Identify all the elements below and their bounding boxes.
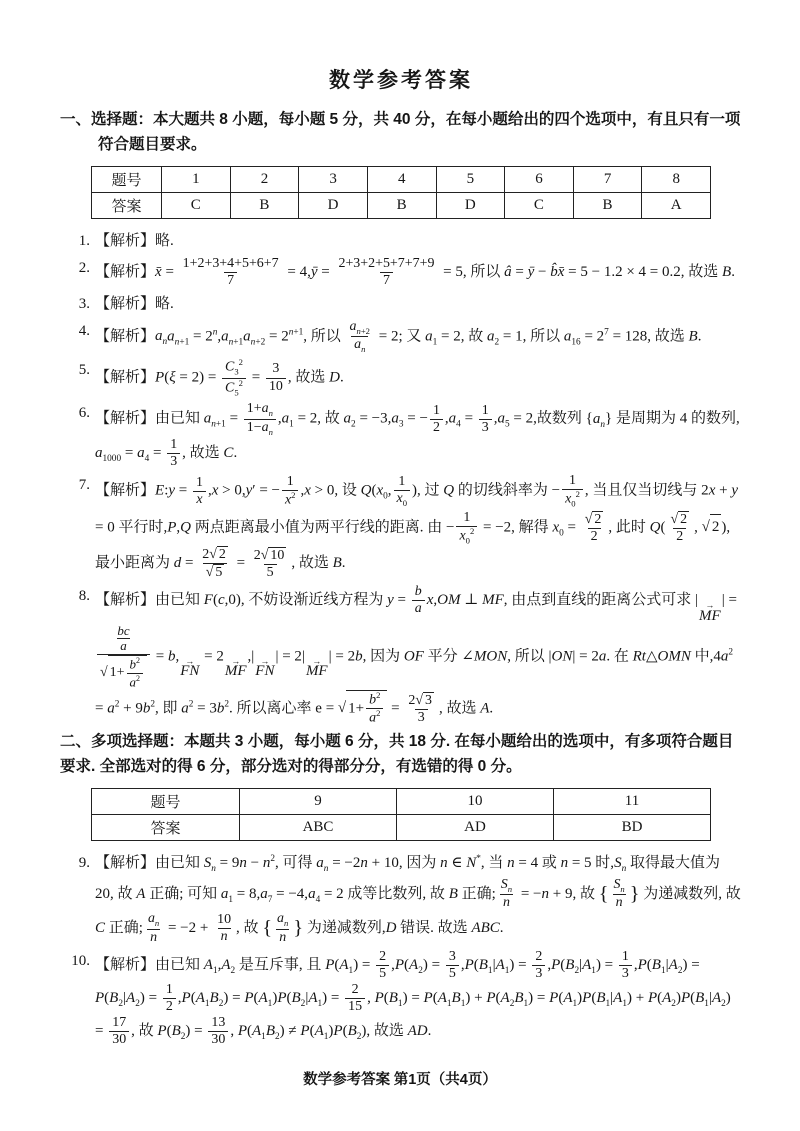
page-footer: [0, 1068, 800, 1089]
answer-cell: B: [230, 192, 299, 218]
question-number-cell: 9: [240, 788, 397, 814]
solution-number: 7.: [78, 477, 90, 494]
question-number-cell: 6: [505, 166, 574, 192]
answer-table-choice: [91, 166, 711, 219]
solution-number: 9.: [78, 854, 90, 871]
solution-item-6: [60, 401, 742, 471]
page-title: 数学参考答案: [329, 68, 473, 92]
solution-text: 【解析】由已知 $S_n = 9n - n^2$, 可得 $a_n = -2n + 10$, 因为 n ∈ N*, 当 n = 4 或 n = 5 时$,S_n$ 取得最大值为 20, 故 A 正确; 可知 $a_1 = 8,a_7 = -4,a_4 = 2$ 成等比数列, 故 B 正确; $\frac{S_n}{n}$ = −n + 9, 故 { $\frac{S_n}{n}$ } 为递减数列, 故 C 正确; $\frac{a_n}{n}$ = −2 + $\frac{10}{n}$ , 故 { $\frac{a_n}{n}$ } 为递减数列,D 错误. 故选 ABC.: [95, 853, 741, 946]
table-header-cell: 答案: [92, 192, 162, 218]
solution-text: 【解析】由已知 $a_{n+1}$ = $\frac{1+a_n}{1-a_n}$ $,a_1 = 2$, 故 $a_2 = -3,a_3$ = − $\frac{1}{2}$ $,a_4$ = $\frac{1}{3}$ $,a_5 = 2$,故数列 $\{a_n\}$ 是周期为 4 的数列, $a_{1000} = a_4$ = $\frac{1}{3}$ , 故选 C.: [95, 400, 740, 470]
answer-cell: A: [642, 192, 711, 218]
table-header-cell: 题号: [92, 788, 240, 814]
question-number-cell: 8: [642, 166, 711, 192]
solution-text: 【解析】略.: [95, 232, 174, 249]
solution-item-4: [60, 319, 742, 355]
question-number-cell: 2: [230, 166, 299, 192]
solution-item-10: [60, 949, 742, 1048]
answer-cell: C: [505, 192, 574, 218]
footer-title: 数学参考答案: [303, 1072, 391, 1088]
solution-number: 3.: [78, 295, 90, 312]
answer-cell: D: [436, 192, 505, 218]
answer-cell: B: [367, 192, 436, 218]
solution-item-9: [60, 851, 742, 946]
answer-cell: D: [299, 192, 368, 218]
solution-text: 【解析】P(ξ = 2) = $\frac{C_3^2}{C_5^2}$ = $\frac{3}{10}$ , 故选 D.: [95, 357, 344, 397]
solution-number: 10.: [71, 953, 90, 970]
question-number-cell: 4: [367, 166, 436, 192]
table-row: [92, 166, 711, 192]
question-number-cell: 1: [162, 166, 231, 192]
solution-item-8: [60, 584, 742, 727]
solution-text: 【解析】x̄ = $\frac{1+2+3+4+5+6+7}{7}$ = 4,ȳ = $\frac{2+3+2+5+7+7+9}{7}$ = 5, 所以 â = ȳ − b̂x̄ = 5 − 1.2 × 4 = 0.2, 故选 B.: [95, 255, 735, 288]
answer-cell: C: [162, 192, 231, 218]
solution-number: 6.: [78, 404, 90, 421]
solution-number: 1.: [78, 232, 90, 249]
table-row: [92, 192, 711, 218]
solution-text: 【解析】由已知 $A_1,A_2$ 是互斥事, 且 $P(A_1)$ = $\frac{2}{5}$ $,P(A_2)$ = $\frac{3}{5}$ $,P(B_1|A_1)$ = $\frac{2}{3}$ $,P(B_2|A_1)$ = $\frac{1}{3}$ $,P(B_1|A_2) = P(B_2|A_2)$ = $\frac{1}{2}$ $,P(A_1B_2) = P(A_1)P(B_2|A_1)$ = $\frac{2}{15}$ , $P(B_1) = P(A_1B_1) + P(A_2B_1) = P(A_1)P(B_1|A_1) + P(A_2)P(B_1|A_2)$ = $\frac{17}{30}$ , 故 $P(B_2)$ = $\frac{13}{30}$ , $P(A_1B_2) \ne P(A_1)P(B_2)$, 故选 AD.: [95, 949, 731, 1048]
section-1-heading: 一、选择题：本大题共 8 小题，每小题 5 分，共 40 分，在每小题给出的四个选项中，有且只有一项符合题目要求。: [60, 111, 741, 153]
solution-number: 2.: [78, 259, 90, 276]
solutions-section-2: [60, 851, 742, 1049]
solution-item-3: [60, 292, 742, 316]
answer-cell: BD: [554, 814, 711, 840]
question-number-cell: 10: [397, 788, 554, 814]
section-2-heading: 二、多项选择题：本题共 3 小题，每小题 6 分，共 18 分. 在每小题给出的选项中，有多项符合题目要求. 全部选对的得 6 分，部分选对的得部分分，有选错的得 0 分。: [60, 733, 734, 775]
answer-cell: B: [573, 192, 642, 218]
solution-text: 【解析】略.: [95, 295, 174, 312]
solution-text: 【解析】$a_na_{n+1} = 2^n,a_{n+1}a_{n+2} = 2^{n+1}$, 所以 $\frac{a_{n+2}}{a_n}$ = 2; 又 $a_1 = 2$, 故 $a_2 = 1$, 所以 $a_{16} = 2^7 = 128$, 故选 B.: [95, 318, 702, 355]
solution-number: 4.: [78, 322, 90, 339]
solution-text: 【解析】E:y = $\frac{1}{x}$ ,x > 0,y′ = − $\frac{1}{x^2}$ ,x > 0, 设 $Q(x_0$, $\frac{1}{x_0}$ ), 过 Q 的切线斜率为 − $\frac{1}{x_0^2}$ , 当且仅当切线与 2x + y = 0 平行时,P,Q 两点距离最小值为两平行线的距离. 由 − $\frac{1}{x_0^2}$ = −2, 解得 $x_0$ = √ $\frac{2}{2}$ , 此时 Q( √ $\frac{2}{2}$ , √ 2 ), 最小距离为 d = 2 √ 2 √ 5 = $\frac{2 √ 10}{5}$ , 故选 B.: [95, 473, 742, 581]
solution-number: 5.: [78, 362, 90, 379]
question-number-cell: 5: [436, 166, 505, 192]
solution-item-7: [60, 473, 742, 581]
solution-number: 8.: [78, 588, 90, 605]
table-row: [92, 814, 711, 840]
table-row: [92, 788, 711, 814]
solutions-section-1: [60, 229, 742, 728]
answer-cell: AD: [397, 814, 554, 840]
question-number-cell: 3: [299, 166, 368, 192]
question-number-cell: 11: [554, 788, 711, 814]
solution-text: 【解析】由已知 F(c,0), 不妨设渐近线方程为 y = $\frac{b}{a}$ x,OM ⊥ MF, 由点到直线的距离公式可求 | → MF | = $\frac{bc}{a}$ √ 1+ $\frac{b^2}{a^2}$ = b, → FN = 2 → MF ,| → FN | = 2| → MF | = 2b, 因为 OF 平分 ∠MON, 所以 |ON| = 2a. 在 Rt△OMN 中$,4a^2 = a^2 + 9b^2$, 即 $a^2 = 3b^2$. 所以离心率 e = √ 1+ $\frac{b^2}{a^2}$ = $\frac{2 √ 3}{3}$ , 故选 A.: [95, 584, 742, 727]
answer-table-multi: [91, 788, 711, 841]
solution-item-1: [60, 229, 742, 253]
table-header-cell: 题号: [92, 166, 162, 192]
question-number-cell: 7: [573, 166, 642, 192]
table-header-cell: 答案: [92, 814, 240, 840]
answer-cell: ABC: [240, 814, 397, 840]
footer-page-info: 第1页（共4页）: [393, 1072, 497, 1088]
solution-item-5: [60, 358, 742, 398]
solution-item-2: [60, 256, 742, 289]
